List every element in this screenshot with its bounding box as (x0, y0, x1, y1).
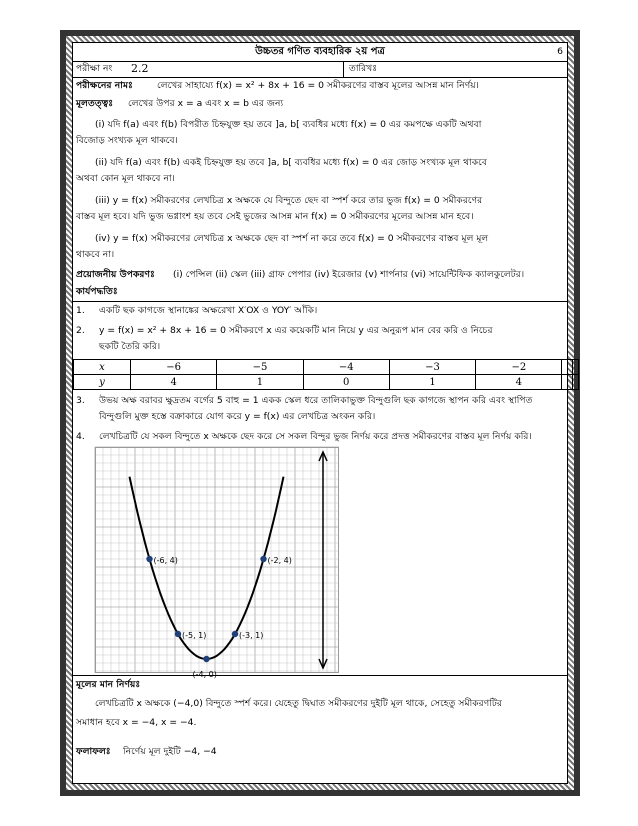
table-cell: −3 (389, 360, 475, 375)
plot-point (175, 631, 181, 637)
page-number: 6 (557, 46, 563, 57)
graph-paper (95, 447, 339, 679)
step-text: বিন্দুগুলি মুক্ত হস্তে বক্রাকারে যোগ করে y = f(x) এর লেখচিত্র অংকন করি। (99, 411, 376, 422)
point-label: (-5, 1) (182, 631, 207, 640)
theory-item: (iv) y = f(x) সমীকরণের লেখচিত্র x অক্ষকে ছেদ বা স্পর্শ না করে তবে f(x) = 0 সমীকরণের বাস্তব মূল মূল (95, 233, 489, 244)
date-label: তারিখঃ (349, 63, 378, 74)
page-title: উচ্চতর গণিত ব্যবহারিক ২য় পত্র (255, 46, 385, 57)
graph-grid (95, 447, 339, 673)
table-row-x (74, 360, 579, 375)
point-label: (-2, 4) (267, 556, 292, 565)
objective-text: লেখের সাহায্যে f(x) = x² + 8x + 16 = 0 সমীকরণের বাস্তব মূলের আসন্ন মান নির্ণয়। (157, 80, 479, 91)
header-row (73, 43, 567, 62)
step-number: 4. (76, 431, 85, 442)
step-text: y = f(x) = x² + 8x + 16 = 0 সমীকরণে x এর কয়েকটি মান নিয়ে y এর অনুরূপ মান বের করি ও নিচের (99, 325, 493, 336)
table-cell: 4 (476, 375, 562, 390)
table-header-x: x (74, 360, 131, 375)
point-label: (-6, 4) (153, 556, 178, 565)
table-cell (573, 375, 579, 390)
theory-label: মূলতত্ত্বঃ (76, 98, 114, 109)
conclusion-label: ফলাফলঃ (76, 746, 111, 757)
plot-point (232, 631, 238, 637)
step-text: লেখচিত্রটি যে সকল বিন্দুতে x অক্ষকে ছেদ করে সে সকল বিন্দুর ভুজ নির্ণয় করে প্রদত্ত সমীকরণের বাস্তব মূল নির্ণয় করি। (99, 431, 532, 442)
table-cell: −4 (303, 360, 389, 375)
info-row (73, 61, 567, 78)
plot-point (203, 656, 209, 662)
objective-label: পরীক্ষনের নামঃ (76, 80, 133, 91)
theory-item: (ii) যদি f(a) এবং f(b) একই চিহ্নযুক্ত হয় তবে ]a, b[ ব্যবধির মধ্যে f(x) = 0 এর জোড় সংখ্যক মূল থাকবে (95, 157, 487, 168)
step-text: উভয় অক্ষ বরাবর ক্ষুদ্রতম বর্গের 5 বাহু = 1 একক স্কেল ধরে তালিকাভুক্ত বিন্দুগুলি ছক কাগজে স্থাপন করি এবং স্থাপিত (99, 395, 533, 406)
table-header-y: y (74, 375, 131, 390)
table-cell: 4 (131, 375, 217, 390)
graph-axes (319, 452, 327, 668)
point-label: (-3, 1) (239, 631, 264, 640)
table-cell: −5 (217, 360, 303, 375)
table-cell (573, 360, 579, 375)
conclusion-text: নির্ণেয় মূল দুইটি −4, −4 (123, 746, 217, 757)
plot-point (260, 556, 266, 562)
point-label: (-4, 0) (192, 670, 217, 679)
step-number: 2. (76, 325, 85, 336)
theory-item: (iii) y = f(x) সমীকরণের লেখচিত্র x অক্ষকে যে বিন্দুতে ছেদ বা স্পর্শ করে তার ভুজ f(x) = 0 সমীকরণের (95, 195, 483, 206)
step-number: 1. (76, 305, 85, 316)
theory-item: (i) যদি f(a) এবং f(b) বিপরীত চিহ্নযুক্ত হয় তবে ]a, b[ ব্যবধির মধ্যে f(x) = 0 এর কমপক্ষে একটি অথবা (95, 119, 482, 130)
exam-no-label: পরীক্ষা নং (76, 63, 113, 74)
table-cell: 1 (217, 375, 303, 390)
value-table (73, 359, 579, 390)
theory-item: থাকবে না। (76, 249, 115, 260)
result-line: লেখচিত্রটি x অক্ষকে (−4,0) বিন্দুতে স্পর্শ করে। যেহেতু দ্বিঘাত সমীকরণের দুইটি মূল থাকে, সেহেতু সমীকরণটির (95, 698, 502, 709)
procedure-label: কার্যপদ্ধতিঃ (76, 286, 118, 297)
result-label: মূলের মান নির্ণয়ঃ (76, 679, 141, 690)
result-line: সমাধান হবে x = −4, x = −4. (76, 717, 197, 728)
theory-item: বাস্তব মূল হবে। যদি ভুজ ভগ্নাংশ হয় তবে সেই ভুজের আসন্ন মান f(x) = 0 সমীকরণের মূলের আসন্ন মান হবে। (76, 211, 474, 222)
plot-point (146, 556, 152, 562)
plotted-points (146, 556, 292, 679)
step-text: ছকটি তৈরি করি। (99, 341, 161, 352)
theory-item: অথবা কোন মূল থাকবে না। (76, 173, 175, 184)
exam-no: 2.2 (131, 62, 149, 75)
step-number: 3. (76, 395, 85, 406)
table-row-y (74, 375, 579, 390)
theory-intro: লেখের উপর x = a এবং x = b এর জন্য (128, 98, 284, 109)
theory-item: বিজোড় সংখ্যক মূল থাকবে। (76, 135, 178, 146)
page-content (72, 42, 568, 784)
table-cell: −2 (476, 360, 562, 375)
step-text: একটি ছক কাগজে স্থানাঙ্কের অক্ষরেখা X′OX ও YOY′ আঁকি। (99, 305, 318, 316)
table-cell: 1 (389, 375, 475, 390)
table-cell: −6 (131, 360, 217, 375)
materials-label: প্রয়োজনীয় উপকরণঃ (76, 269, 155, 280)
materials-text: (i) পেন্সিল (ii) স্কেল (iii) গ্রাফ পেপার (iv) ইরেজার (v) শার্পনার (vi) সায়েন্টিফিক ক্যালকুলেটর। (173, 269, 525, 280)
page-border (60, 30, 580, 796)
table-cell: 0 (303, 375, 389, 390)
